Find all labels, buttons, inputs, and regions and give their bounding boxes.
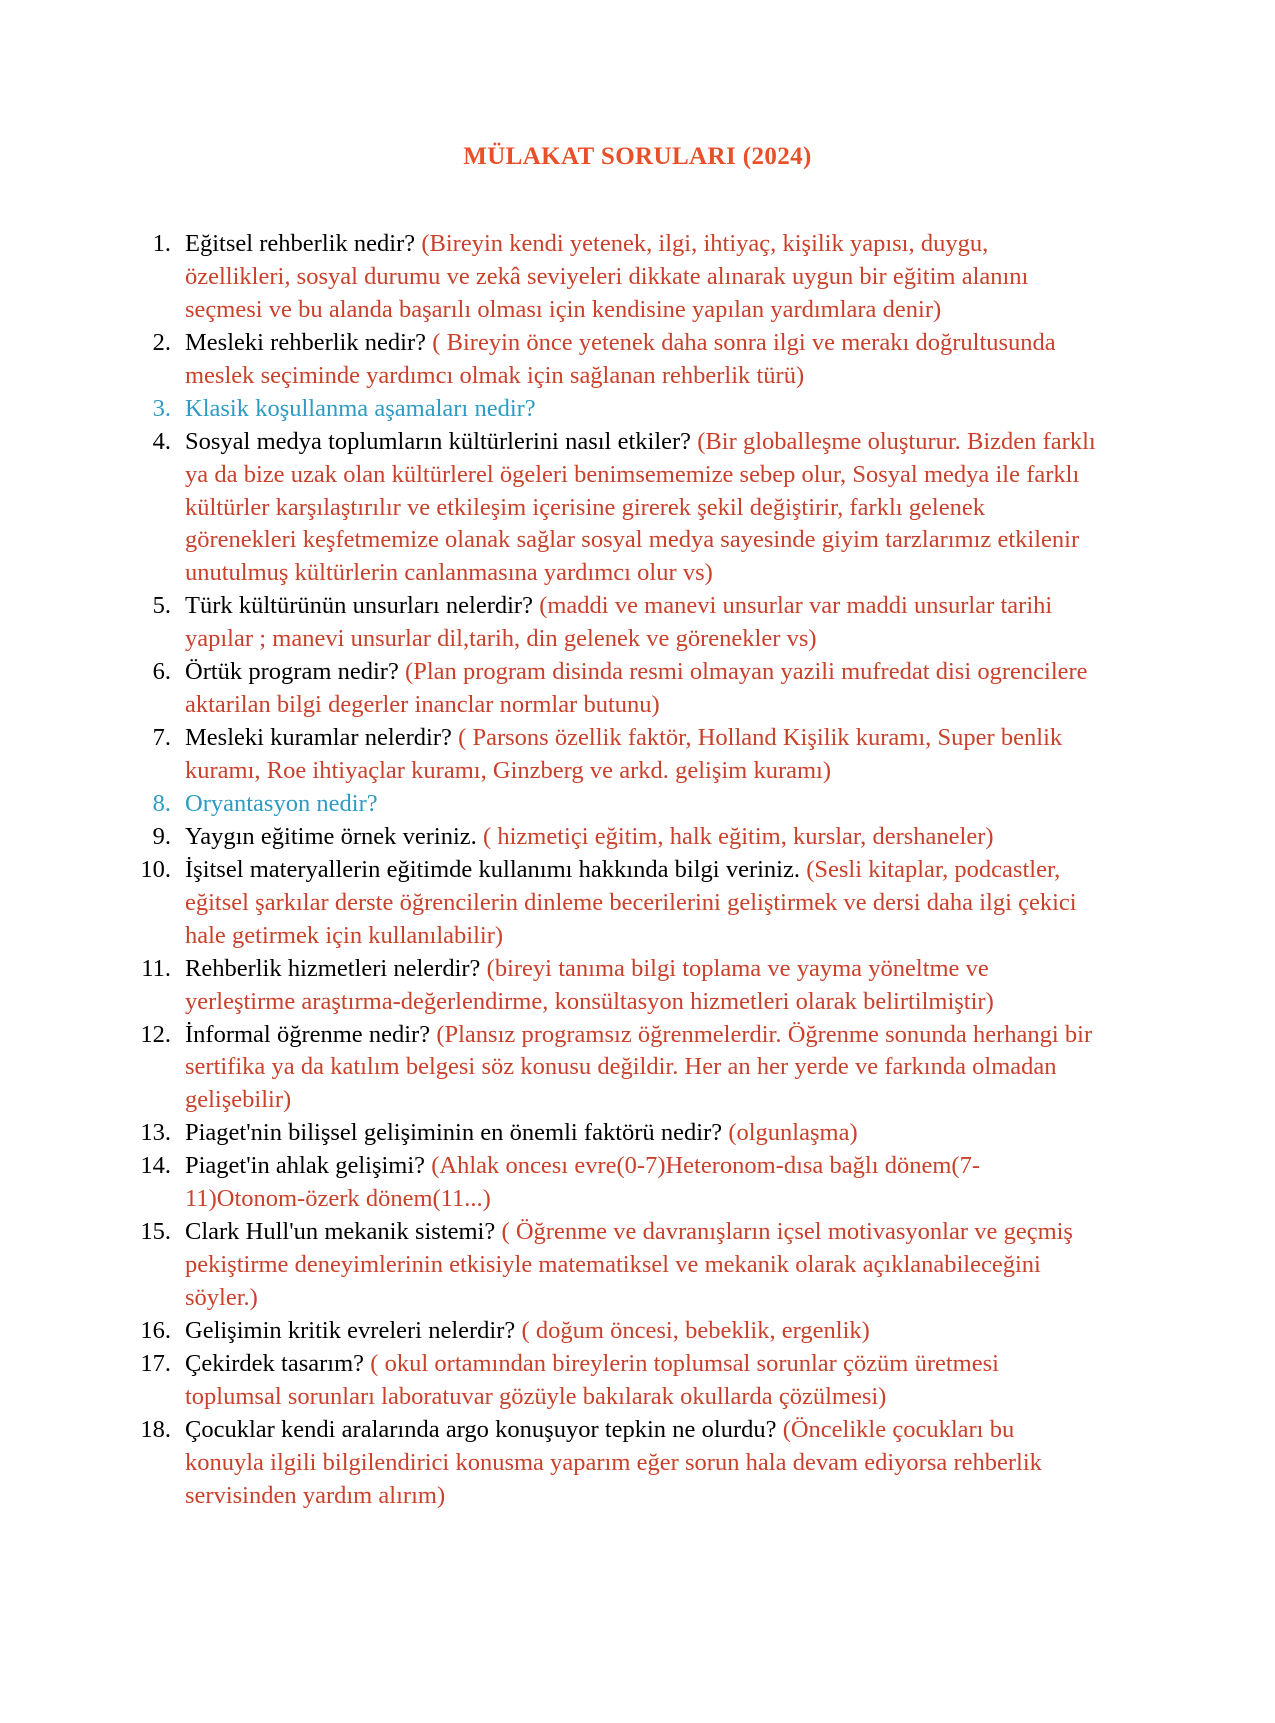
question-item <box>138 821 1097 854</box>
question-answer: ( doğum öncesi, bebeklik, ergenlik) <box>521 1316 870 1344</box>
question-number: 9. <box>152 822 171 850</box>
question-number: 16. <box>140 1316 171 1344</box>
question-answer: (Bireyin kendi yetenek, ilgi, ihtiyaç, kişilik yapısı, duygu, özellikleri, sosyal durumu ve zekâ seviyeleri dikkate alınarak uygun bir eğitim alanını seçmesi ve bu alanda başarılı olması için kendisine yapılan yardımlara denir) <box>185 230 1029 323</box>
question-answer: ( Öğrenme ve davranışların içsel motivasyonlar ve geçmiş pekiştirme deneyimlerinin etkisiyle matematiksel ve mekanik olarak açıklanabileceğini söyler.) <box>185 1218 1073 1311</box>
question-item <box>138 1117 1097 1150</box>
question-answer: (Ahlak oncesı evre(0-7)Heteronom-dısa bağlı dönem(7-11)Otonom-özerk dönem(11...) <box>185 1152 980 1213</box>
question-answer: ( Bireyin önce yetenek daha sonra ilgi ve merakı doğrultusunda meslek seçiminde yardımcı olmak için sağlanan rehberlik türü) <box>185 328 1056 389</box>
question-text: Yaygın eğitime örnek veriniz. <box>185 822 483 850</box>
question-item <box>138 1150 1097 1216</box>
question-item <box>138 393 1097 426</box>
question-answer: (olgunlaşma) <box>728 1119 858 1147</box>
question-number: 13. <box>140 1119 171 1147</box>
question-answer: (bireyi tanıma bilgi toplama ve yayma yöneltme ve yerleştirme araştırma-değerlendirme, konsültasyon hizmetleri olarak belirtilmiştir) <box>185 954 994 1015</box>
question-text: Örtük program nedir? <box>185 658 406 686</box>
question-number: 7. <box>152 724 171 752</box>
question-item <box>138 228 1097 327</box>
question-item <box>138 854 1097 953</box>
question-answer: (Sesli kitaplar, podcastler, eğitsel şarkılar derste öğrencilerin dinleme becerilerini geliştirmek ve dersi daha ilgi çekici hale getirmek için kullanılabilir) <box>185 855 1077 949</box>
question-item <box>138 327 1097 393</box>
question-item <box>138 722 1097 788</box>
question-item <box>138 788 1097 821</box>
question-text: Rehberlik hizmetleri nelerdir? <box>185 954 487 982</box>
question-number: 12. <box>140 1020 171 1048</box>
question-item <box>138 1348 1097 1414</box>
question-number: 1. <box>152 230 171 257</box>
question-number: 10. <box>140 855 171 883</box>
question-number: 17. <box>140 1349 171 1377</box>
question-number: 8. <box>152 789 171 817</box>
question-answer: ( Parsons özellik faktör, Holland Kişilik kuramı, Super benlik kuramı, Roe ihtiyaçlar kuramı, Ginzberg ve arkd. gelişim kuramı) <box>185 724 1063 784</box>
question-answer: ( okul ortamından bireylerin toplumsal sorunlar çözüm üretmesi toplumsal sorunları laboratuvar gözüyle bakılarak okullarda çözülmesi) <box>185 1349 999 1410</box>
question-text: Mesleki rehberlik nedir? <box>185 328 433 356</box>
question-answer: (maddi ve manevi unsurlar var maddi unsurlar tarihi yapılar ; manevi unsurlar dil,tarih, din gelenek ve görenekler vs) <box>185 592 1053 653</box>
question-text: Mesleki kuramlar nelerdir? <box>185 724 459 752</box>
question-item <box>138 426 1097 591</box>
question-number: 14. <box>140 1152 171 1180</box>
question-text: Clark Hull'un mekanik sistemi? <box>185 1218 502 1246</box>
question-text: Oryantasyon nedir? <box>185 789 378 817</box>
question-text: İşitsel materyallerin eğitimde kullanımı hakkında bilgi veriniz. <box>185 855 807 883</box>
question-item <box>138 1315 1097 1348</box>
question-text: Piaget'in ahlak gelişimi? <box>185 1152 432 1180</box>
question-item <box>138 1216 1097 1315</box>
page-bottom-margin <box>0 1513 1275 1723</box>
question-number: 6. <box>152 658 171 686</box>
question-answer: (Plan program disinda resmi olmayan yazili mufredat disi ogrencilere aktarilan bilgi degerler inanclar normlar butunu) <box>185 658 1088 719</box>
question-text: Eğitsel rehberlik nedir? <box>185 230 422 257</box>
question-text: Piaget'nin bilişsel gelişiminin en önemli faktörü nedir? <box>185 1119 729 1147</box>
question-number: 5. <box>152 592 171 620</box>
question-number: 4. <box>152 427 171 455</box>
question-answer: ( hizmetiçi eğitim, halk eğitim, kurslar, dershaneler) <box>482 822 994 850</box>
question-item <box>138 953 1097 1019</box>
question-text: Çekirdek tasarım? <box>185 1349 371 1377</box>
question-item <box>138 1019 1097 1118</box>
question-answer: (Plansız programsız öğrenmelerdir. Öğrenme sonunda herhangi bir sertifika ya da katılım belgesi söz konusu değildir. Her an her yerde ve farkında olmadan gelişebilir) <box>185 1020 1093 1114</box>
question-answer: (Öncelikle çocukları bu konuyla ilgili bilgilendirici konusma yaparım eğer sorun hala devam ediyorsa rehberlik servisinden yardım alırım) <box>185 1415 1042 1509</box>
questions-list <box>0 171 1275 1513</box>
question-text: Çocuklar kendi aralarında argo konuşuyor tepkin ne olurdu? <box>185 1415 783 1443</box>
question-text: Sosyal medya toplumların kültürlerini nasıl etkiler? <box>185 427 698 455</box>
question-item <box>138 590 1097 656</box>
question-text: Türk kültürünün unsurları nelerdir? <box>185 592 540 620</box>
question-item <box>138 1414 1097 1513</box>
question-number: 2. <box>152 328 171 356</box>
question-answer: (Bir globalleşme oluşturur. Bizden farklı ya da bize uzak olan kültürlerel ögeleri benimsememize sebep olur, Sosyal medya ile farklı kültürler karşılaştırılır ve etkileşim içerisine girerek şekil değiştirir, farklı gelenek görenekleri keşfetmemize olanak sağlar sosyal medya sayesinde giyim tarzlarımız etkilenir unutulmuş kültürlerin canlanmasına yardımcı olur vs) <box>185 427 1096 587</box>
question-number: 3. <box>152 394 171 422</box>
page-title: MÜLAKAT SORULARI (2024) <box>463 143 812 170</box>
question-text: Gelişimin kritik evreleri nelerdir? <box>185 1316 522 1344</box>
question-number: 18. <box>140 1415 171 1443</box>
question-number: 15. <box>140 1218 171 1246</box>
question-number: 11. <box>141 954 171 982</box>
question-item <box>138 656 1097 722</box>
question-text: Klasik koşullanma aşamaları nedir? <box>185 394 536 422</box>
question-text: İnformal öğrenme nedir? <box>185 1020 437 1048</box>
